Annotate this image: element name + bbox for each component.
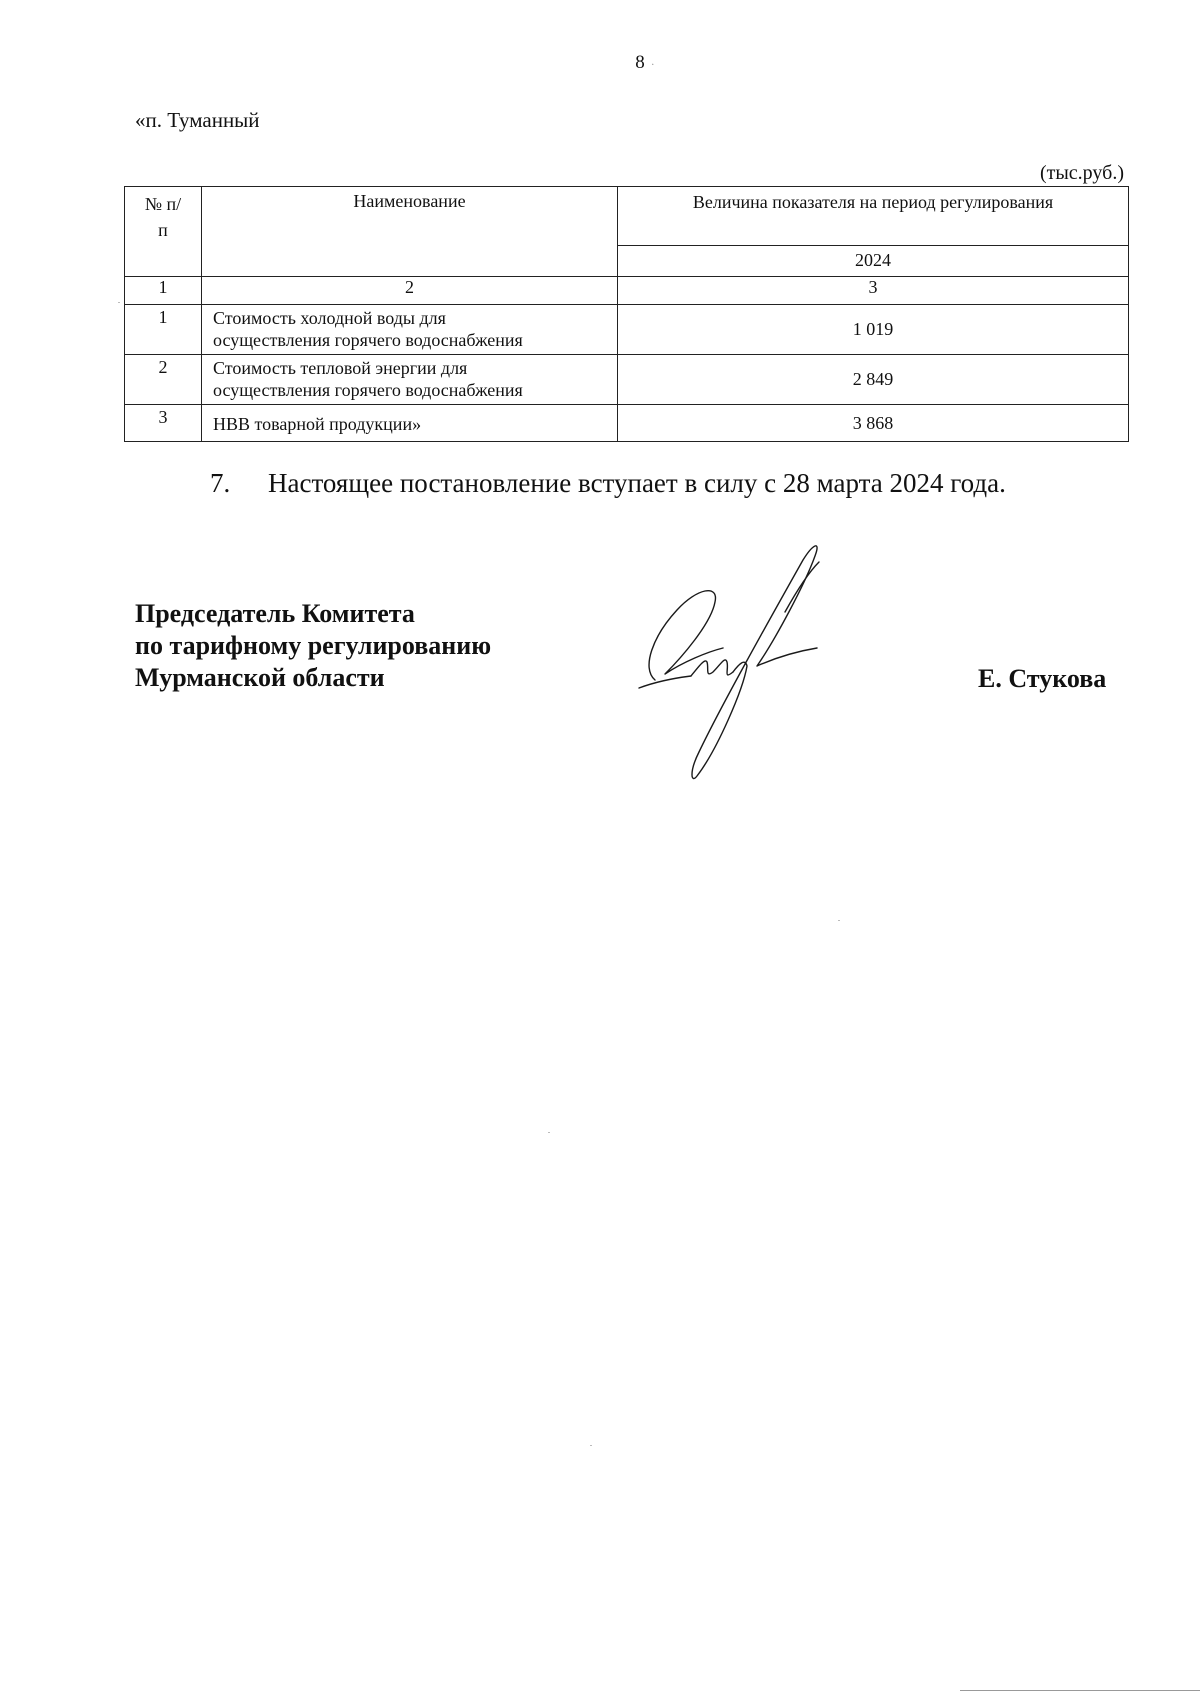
row-num: 1 xyxy=(125,305,202,355)
header-num-label: № п/п xyxy=(144,194,182,240)
row-name xyxy=(202,355,618,405)
clause-text: Настоящее постановление вступает в силу с 28 марта 2024 года. xyxy=(268,468,1006,498)
table-index-row xyxy=(125,277,1129,305)
page-number-value: 8 xyxy=(635,52,645,73)
row-num: 3 xyxy=(125,405,202,442)
header-name: Наименование xyxy=(202,187,618,277)
scan-speck xyxy=(118,302,120,303)
signatory-title-line: Мурманской области xyxy=(135,663,385,692)
locality-heading: «п. Туманный xyxy=(135,108,260,132)
header-value: Величина показателя на период регулирования xyxy=(618,187,1129,246)
signatory-title-line: по тарифному регулированию xyxy=(135,631,492,660)
row-name-line: Стоимость тепловой энергии для xyxy=(213,358,468,378)
header-year: 2024 xyxy=(618,245,1129,276)
scan-speck xyxy=(590,1445,592,1446)
clause-7 xyxy=(210,468,1006,499)
row-name: НВВ товарной продукции» xyxy=(202,405,618,442)
index-cell: 3 xyxy=(618,277,1129,305)
scan-speck xyxy=(548,1132,550,1133)
units-label: (тыс.руб.) xyxy=(1039,162,1124,184)
scan-speck xyxy=(838,920,840,921)
row-value: 3 868 xyxy=(618,405,1129,442)
row-value: 1 019 xyxy=(618,305,1129,355)
handwritten-signature xyxy=(635,540,885,785)
signatory-title-line: Председатель Комитета xyxy=(135,599,415,628)
signatory-title xyxy=(135,598,491,694)
row-name-line: осуществления горячего водоснабжения xyxy=(213,330,523,350)
row-name-line: Стоимость холодной воды для xyxy=(213,308,446,328)
row-num: 2 xyxy=(125,355,202,405)
scan-edge-line xyxy=(960,1690,1200,1691)
header-num xyxy=(125,187,202,277)
clause-number: 7. xyxy=(210,468,231,498)
page-number-mark: · xyxy=(650,57,655,71)
page-number xyxy=(0,52,1200,74)
table-row xyxy=(125,405,1129,442)
table-row xyxy=(125,305,1129,355)
row-value: 2 849 xyxy=(618,355,1129,405)
signer-name: Е. Стукова xyxy=(978,664,1107,693)
table-header-row xyxy=(125,187,1129,246)
row-name xyxy=(202,305,618,355)
index-cell: 2 xyxy=(202,277,618,305)
table-row xyxy=(125,355,1129,405)
index-cell: 1 xyxy=(125,277,202,305)
row-name-line: осуществления горячего водоснабжения xyxy=(213,380,523,400)
tariff-table xyxy=(124,186,1129,442)
